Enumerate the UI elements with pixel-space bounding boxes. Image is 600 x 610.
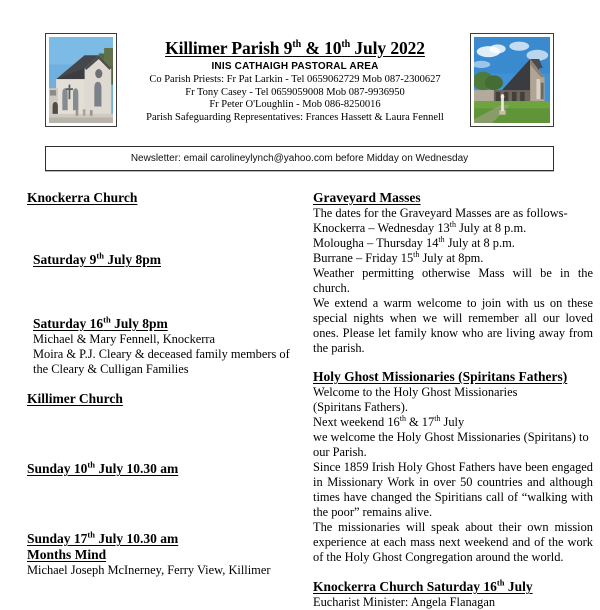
notices-column bbox=[313, 190, 593, 610]
ministers-heading-suffix: July bbox=[504, 579, 533, 594]
sat16-sup: th bbox=[103, 314, 111, 325]
spiritans-welcome-line: our Parish. bbox=[313, 445, 367, 459]
killimer-church-heading: Killimer Church bbox=[27, 391, 123, 406]
graveyard-row-suffix: July at 8 p.m. bbox=[455, 221, 527, 235]
eucharist-minister-line: Eucharist Minister: Angela Flanagan bbox=[313, 595, 496, 609]
graveyard-mass-row bbox=[313, 251, 593, 266]
next-weekend-prefix: Next weekend 16 bbox=[313, 415, 400, 429]
spacer bbox=[27, 377, 307, 391]
title-block bbox=[125, 38, 465, 124]
sun10-prefix: Sunday 10 bbox=[27, 461, 88, 476]
priest-line: Co Parish Priests: Fr Pat Larkin - Tel 0659062729 Mob 087-2300627 bbox=[149, 74, 441, 85]
graveyard-row-prefix: Burrane – Friday 15 bbox=[313, 251, 414, 265]
mass-times-column bbox=[27, 190, 307, 578]
months-mind-heading: Months Mind bbox=[27, 547, 107, 562]
masthead bbox=[0, 0, 600, 140]
sunday-17-july-heading bbox=[27, 531, 307, 547]
graveyard-mass-row bbox=[313, 221, 593, 236]
spiritans-welcome-line: we welcome the Holy Ghost Missionaries (Spiritans) to bbox=[313, 430, 589, 444]
sun10-suffix: July 10.30 am bbox=[94, 461, 179, 476]
sun17-sup: th bbox=[87, 529, 95, 540]
sat9-suffix: July 8pm bbox=[103, 252, 161, 267]
graveyard-row-sup: th bbox=[413, 249, 420, 259]
priest-contact-list bbox=[125, 74, 465, 124]
spiritans-history-paragraph: Since 1859 Irish Holy Ghost Fathers have been engaged in Missionary Work in over 50 countries and although times have changed the Spiritians call of “walking with the poor” remains alive. bbox=[313, 460, 593, 519]
newsletter-email-text: Newsletter: email carolineylynch@yahoo.com before Midday on Wednesday bbox=[130, 153, 469, 164]
graveyard-intro: The dates for the Graveyard Masses are as follows- bbox=[313, 206, 568, 220]
spacer bbox=[313, 356, 593, 369]
spacer bbox=[313, 565, 593, 579]
ministers-heading-prefix: Knockerra Church Saturday 16 bbox=[313, 579, 497, 594]
safeguarding-line: Parish Safeguarding Representatives: Frances Hassett & Laura Fennell bbox=[146, 111, 444, 123]
sat16-suffix: July 8pm bbox=[110, 316, 168, 331]
saturday-9-july-heading bbox=[27, 252, 307, 268]
next-weekend-sup-1: th bbox=[399, 413, 406, 423]
spacer bbox=[27, 407, 307, 461]
graveyard-welcome-note: We extend a warm welcome to join with us on these special nights when we will remember all our loved ones. Please let family know who are living away from the parish. bbox=[313, 296, 593, 355]
graveyard-row-sup: th bbox=[449, 219, 456, 229]
killimer-church-image bbox=[474, 37, 550, 123]
graveyard-row-prefix: Knockerra – Wednesday 13 bbox=[313, 221, 450, 235]
killimer-church-photo bbox=[470, 33, 554, 127]
spacer bbox=[27, 268, 307, 316]
graveyard-weather-note: Weather permitting otherwise Mass will be in the church. bbox=[313, 266, 593, 295]
sunday-10-july-heading bbox=[27, 461, 307, 477]
pastoral-area-subtitle: INIS CATHAIGH PASTORAL AREA bbox=[211, 61, 379, 72]
next-weekend-sup-2: th bbox=[434, 413, 441, 423]
sat9-prefix: Saturday 9 bbox=[33, 252, 97, 267]
page-title bbox=[125, 38, 465, 58]
graveyard-row-prefix: Molougha – Thursday 14 bbox=[313, 236, 439, 250]
months-mind-name: Michael Joseph McInerney, Ferry View, Killimer bbox=[27, 563, 271, 577]
sun10-sup: th bbox=[87, 459, 95, 470]
sun17-prefix: Sunday 17 bbox=[27, 531, 88, 546]
graveyard-masses-heading: Graveyard Masses bbox=[313, 190, 421, 205]
mass-intention: the Cleary & Culligan Families bbox=[33, 362, 189, 376]
priest-line: Fr Tony Casey - Tel 0659059008 Mob 087-9936950 bbox=[185, 86, 405, 98]
mass-intention: Moira & P.J. Cleary & deceased family members of bbox=[33, 347, 290, 361]
graveyard-row-suffix: July at 8 p.m. bbox=[444, 236, 515, 250]
mass-intention: Michael & Mary Fennell, Knockerra bbox=[33, 332, 216, 346]
sun17-suffix: July 10.30 am bbox=[94, 531, 179, 546]
spiritans-welcome-line: Welcome to the Holy Ghost Missionaries bbox=[313, 385, 518, 399]
graveyard-mass-row bbox=[313, 236, 593, 251]
saturday-16-july-heading bbox=[27, 316, 307, 332]
newsletter-submission-box bbox=[45, 146, 554, 171]
title-prefix: Killimer Parish 9 bbox=[165, 38, 293, 58]
spacer bbox=[27, 206, 307, 252]
knockerra-church-photo bbox=[45, 33, 117, 127]
title-mid: & 10 bbox=[301, 38, 342, 58]
ministers-rota-heading bbox=[313, 579, 593, 595]
spacer bbox=[27, 477, 307, 531]
title-sup-2: th bbox=[341, 39, 351, 51]
spiritans-next-weekend-line bbox=[313, 415, 593, 430]
graveyard-row-sup: th bbox=[438, 234, 445, 244]
next-weekend-mid: & 17 bbox=[405, 415, 435, 429]
priest-line: Fr Peter O'Loughlin - Mob 086-8250016 bbox=[209, 99, 381, 111]
spiritans-mission-paragraph: The missionaries will speak about their own mission experience at each mass next weekend and of the work of the Holy Ghost Congregation around the world. bbox=[313, 520, 593, 564]
spiritans-welcome-line: (Spiritans Fathers). bbox=[313, 400, 408, 414]
title-suffix: July 2022 bbox=[350, 38, 425, 58]
sat9-sup: th bbox=[96, 250, 104, 261]
title-sup-1: th bbox=[292, 39, 302, 51]
next-weekend-suffix: July bbox=[440, 415, 465, 429]
knockerra-church-image bbox=[49, 37, 113, 123]
sat16-prefix: Saturday 16 bbox=[33, 316, 104, 331]
knockerra-church-heading: Knockerra Church bbox=[27, 190, 138, 205]
graveyard-row-suffix: July at 8pm. bbox=[419, 251, 484, 265]
holy-ghost-missionaries-heading: Holy Ghost Missionaries (Spiritans Fathers) bbox=[313, 369, 568, 384]
ministers-heading-sup: th bbox=[496, 577, 505, 588]
